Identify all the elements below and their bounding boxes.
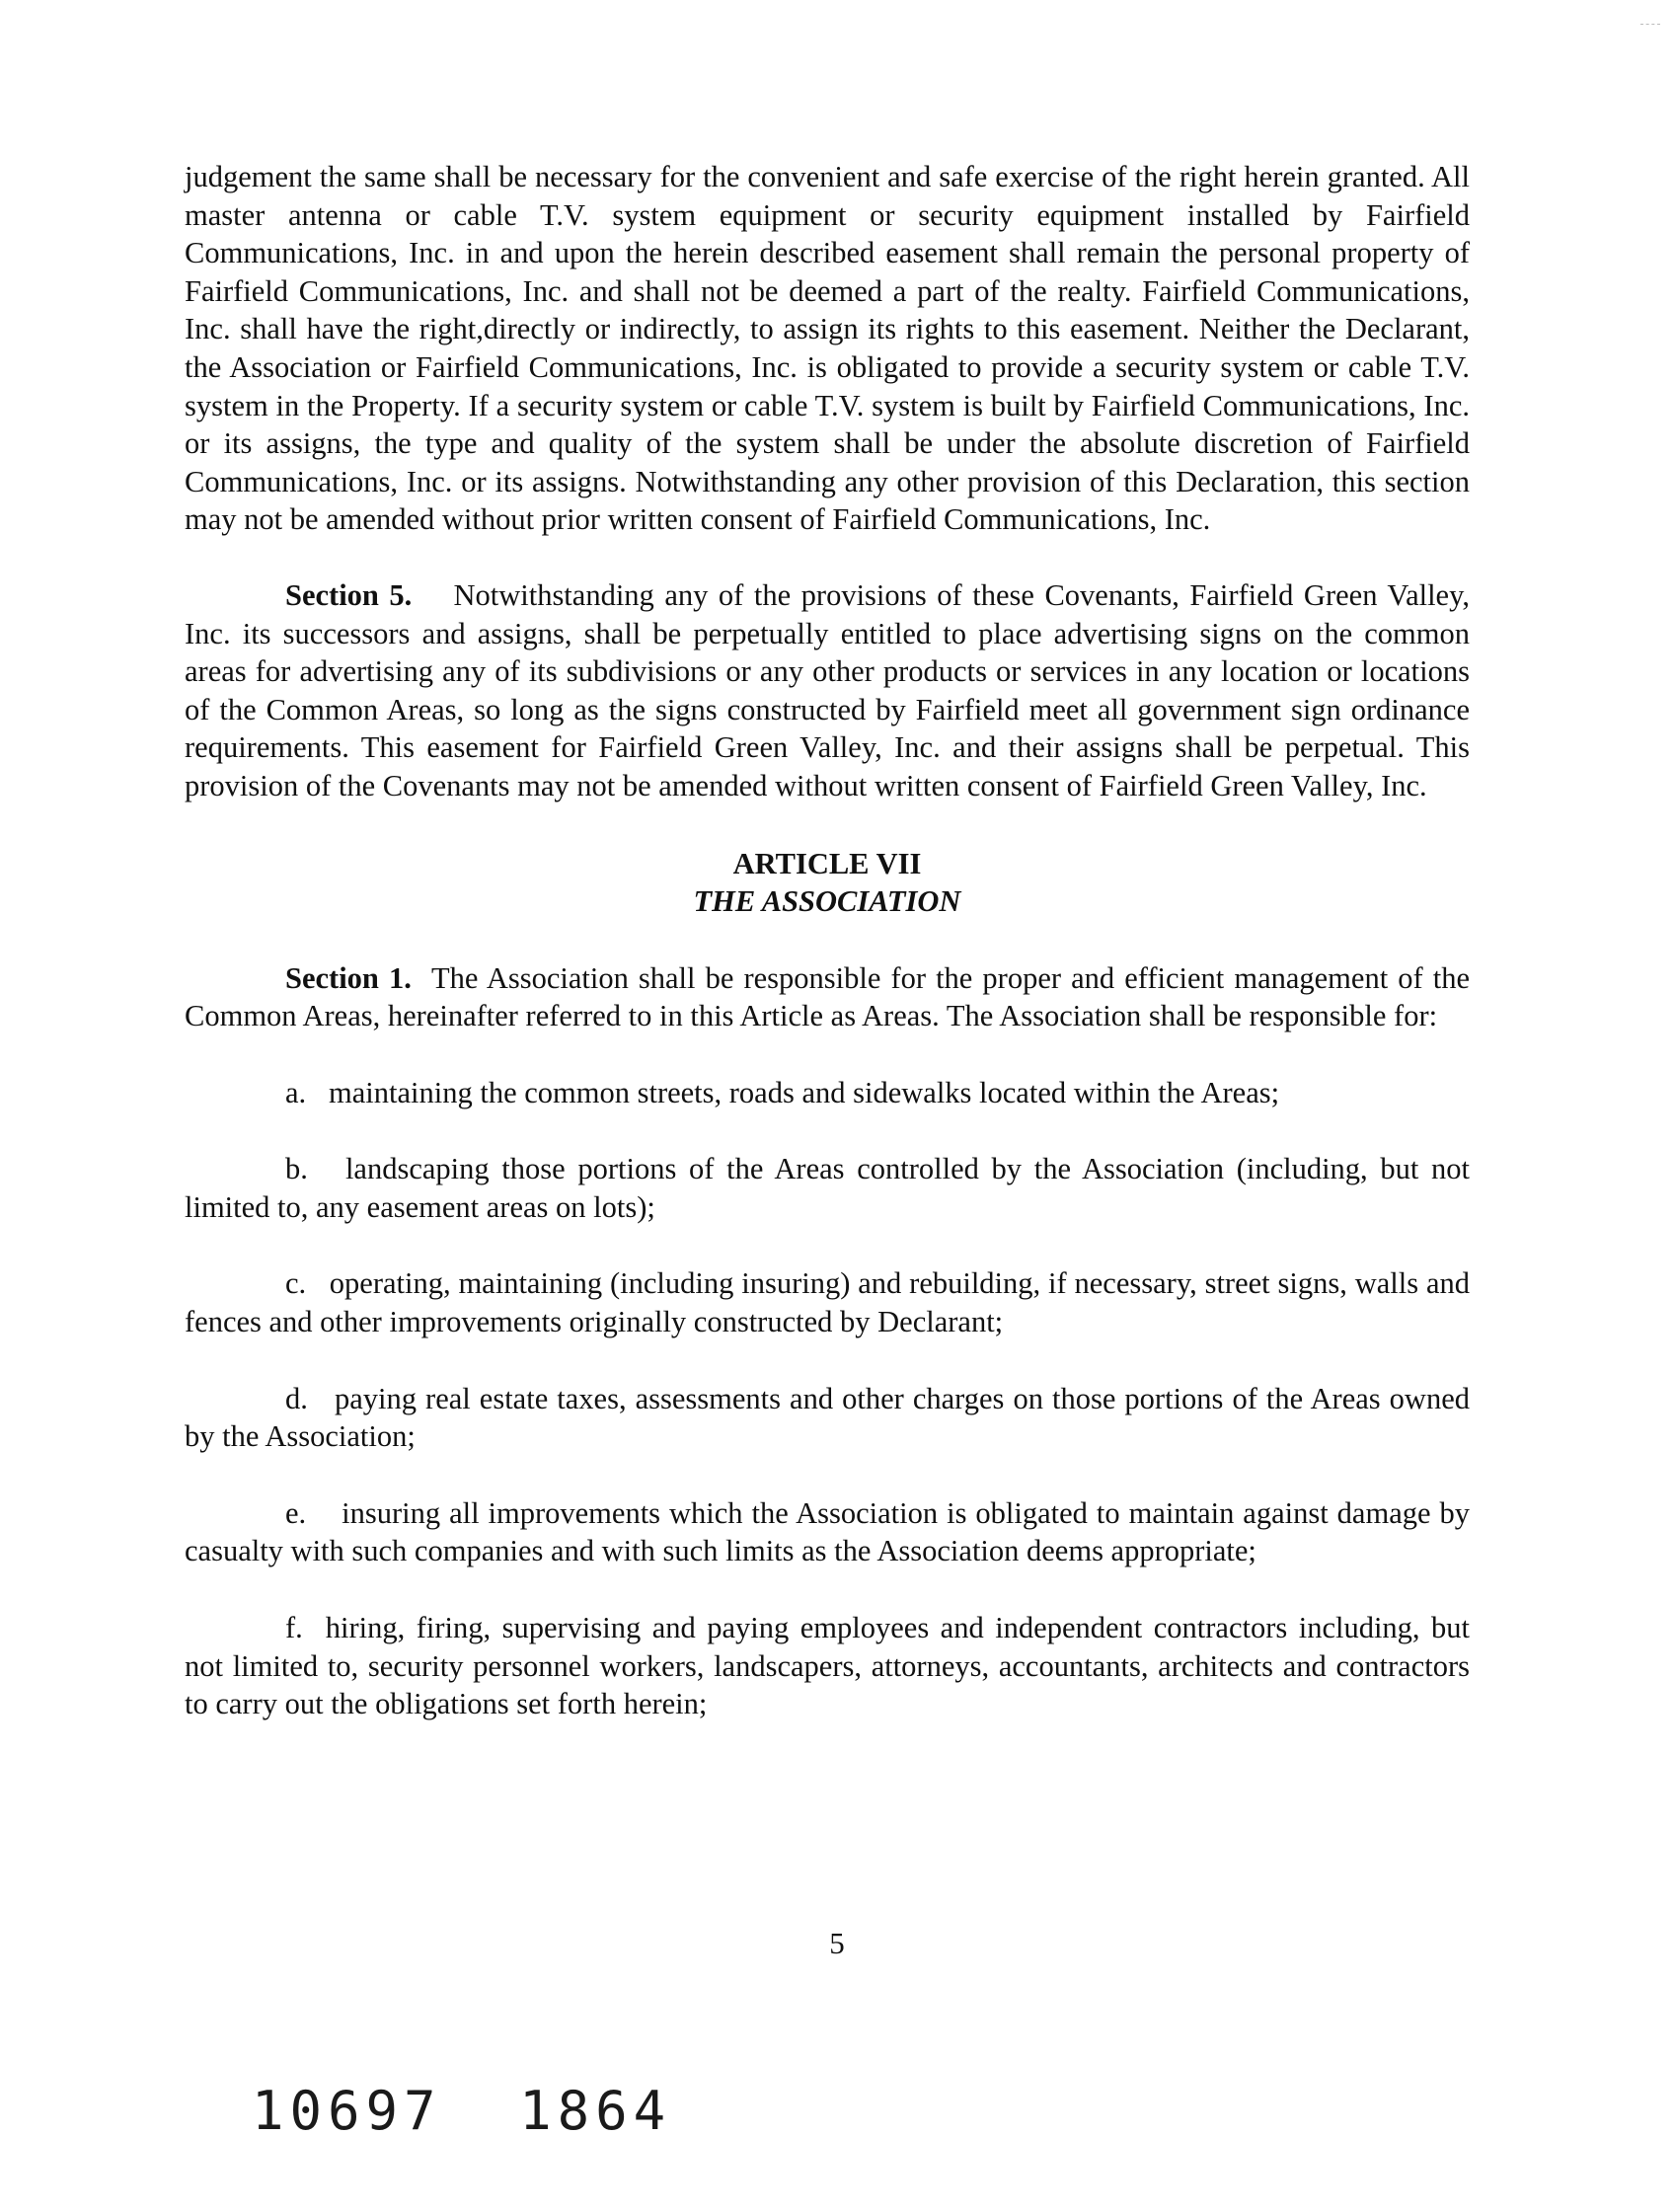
paragraph-section-1 (185, 959, 1470, 1035)
list-text: maintaining the common streets, roads and sidewalks located within the Areas; (329, 1075, 1280, 1109)
paragraph-section-5 (185, 576, 1470, 805)
recording-book-page-stamp (252, 2080, 671, 2142)
list-marker: d. (285, 1381, 308, 1415)
list-marker: a. (285, 1075, 307, 1109)
recording-page-number: 1864 (519, 2080, 672, 2142)
list-text: paying real estate taxes, assessments and other charges on those portions of the Areas owned by the Association; (185, 1381, 1470, 1454)
section-5-text: Notwithstanding any of the provisions of these Covenants, Fairfield Green Valley, Inc. its successors and assigns, shall be perpetually entitled to place advertising signs on the common areas for advertising any of its subdivisions or any other products or services in any location or locations of the Common Areas, so long as the signs constructed by Fairfield meet all government sign ordinance requirements. This easement for Fairfield Green Valley, Inc. and their assigns shall be perpetual. This provision of the Covenants may not be amended without written consent of Fairfield Green Valley, Inc. (185, 577, 1470, 802)
list-marker: b. (285, 1152, 308, 1186)
list-text: landscaping those portions of the Areas controlled by the Association (including, but not limited to, any easement areas on lots); (185, 1152, 1471, 1224)
list-item-e (185, 1494, 1470, 1570)
document-body (185, 158, 1470, 1723)
section-1-label: Section 1. (285, 960, 412, 995)
list-item-d (185, 1380, 1470, 1456)
list-item-a (185, 1074, 1470, 1112)
list-marker: f. (285, 1611, 303, 1645)
list-text: operating, maintaining (including insuring) and rebuilding, if necessary, street signs, walls and fences and other improvements originally constructed by Declarant; (185, 1266, 1470, 1339)
corner-scan-mark (1640, 24, 1660, 25)
paragraph-easement-continuation: judgement the same shall be necessary for the convenient and safe exercise of the right herein granted. All master antenna or cable T.V. system equipment or security equipment installed by Fairfield Communications, Inc. in and upon the herein described easement shall remain the personal property of Fairfield Communications, Inc. and shall not be deemed a part of the realty. Fairfield Communications, Inc. shall have the right,directly or indirectly, to assign its rights to this easement. Neither the Declarant, the Association or Fairfield Communications, Inc. is obligated to provide a security system or cable T.V. system in the Property. If a security system or cable T.V. system is built by Fairfield Communications, Inc. or its assigns, the type and quality of the system shall be under the absolute discretion of Fairfield Communications, Inc. or its assigns. Notwithstanding any other provision of this Declaration, this section may not be amended without prior written consent of Fairfield Communications, Inc. (185, 160, 1470, 537)
article-heading (185, 845, 1470, 920)
list-text: hiring, firing, supervising and paying employees and independent contractors including, but not limited to, security personnel workers, landscapers, attorneys, accountants, architects and contractors to carry out the obligations set forth herein; (185, 1611, 1471, 1721)
list-item-f (185, 1609, 1470, 1723)
list-marker: e. (285, 1495, 307, 1530)
recording-book-number: 10697 (252, 2080, 442, 2142)
list-text: insuring all improvements which the Association is obligated to maintain against damage by casualty with such companies and with such limits as the Association deems appropriate; (185, 1495, 1471, 1568)
page-number: 5 (829, 1926, 845, 1960)
article-title: ARTICLE VII (732, 846, 922, 880)
section-5-label: Section 5. (285, 577, 413, 612)
article-subtitle: THE ASSOCIATION (693, 883, 961, 918)
list-marker: c. (285, 1266, 307, 1301)
section-1-text: The Association shall be responsible for the proper and efficient management of the Common Areas, hereinafter referred to in this Article as Areas. The Association shall be responsible for: (185, 960, 1470, 1033)
list-item-c (185, 1264, 1470, 1340)
list-item-b (185, 1150, 1470, 1226)
